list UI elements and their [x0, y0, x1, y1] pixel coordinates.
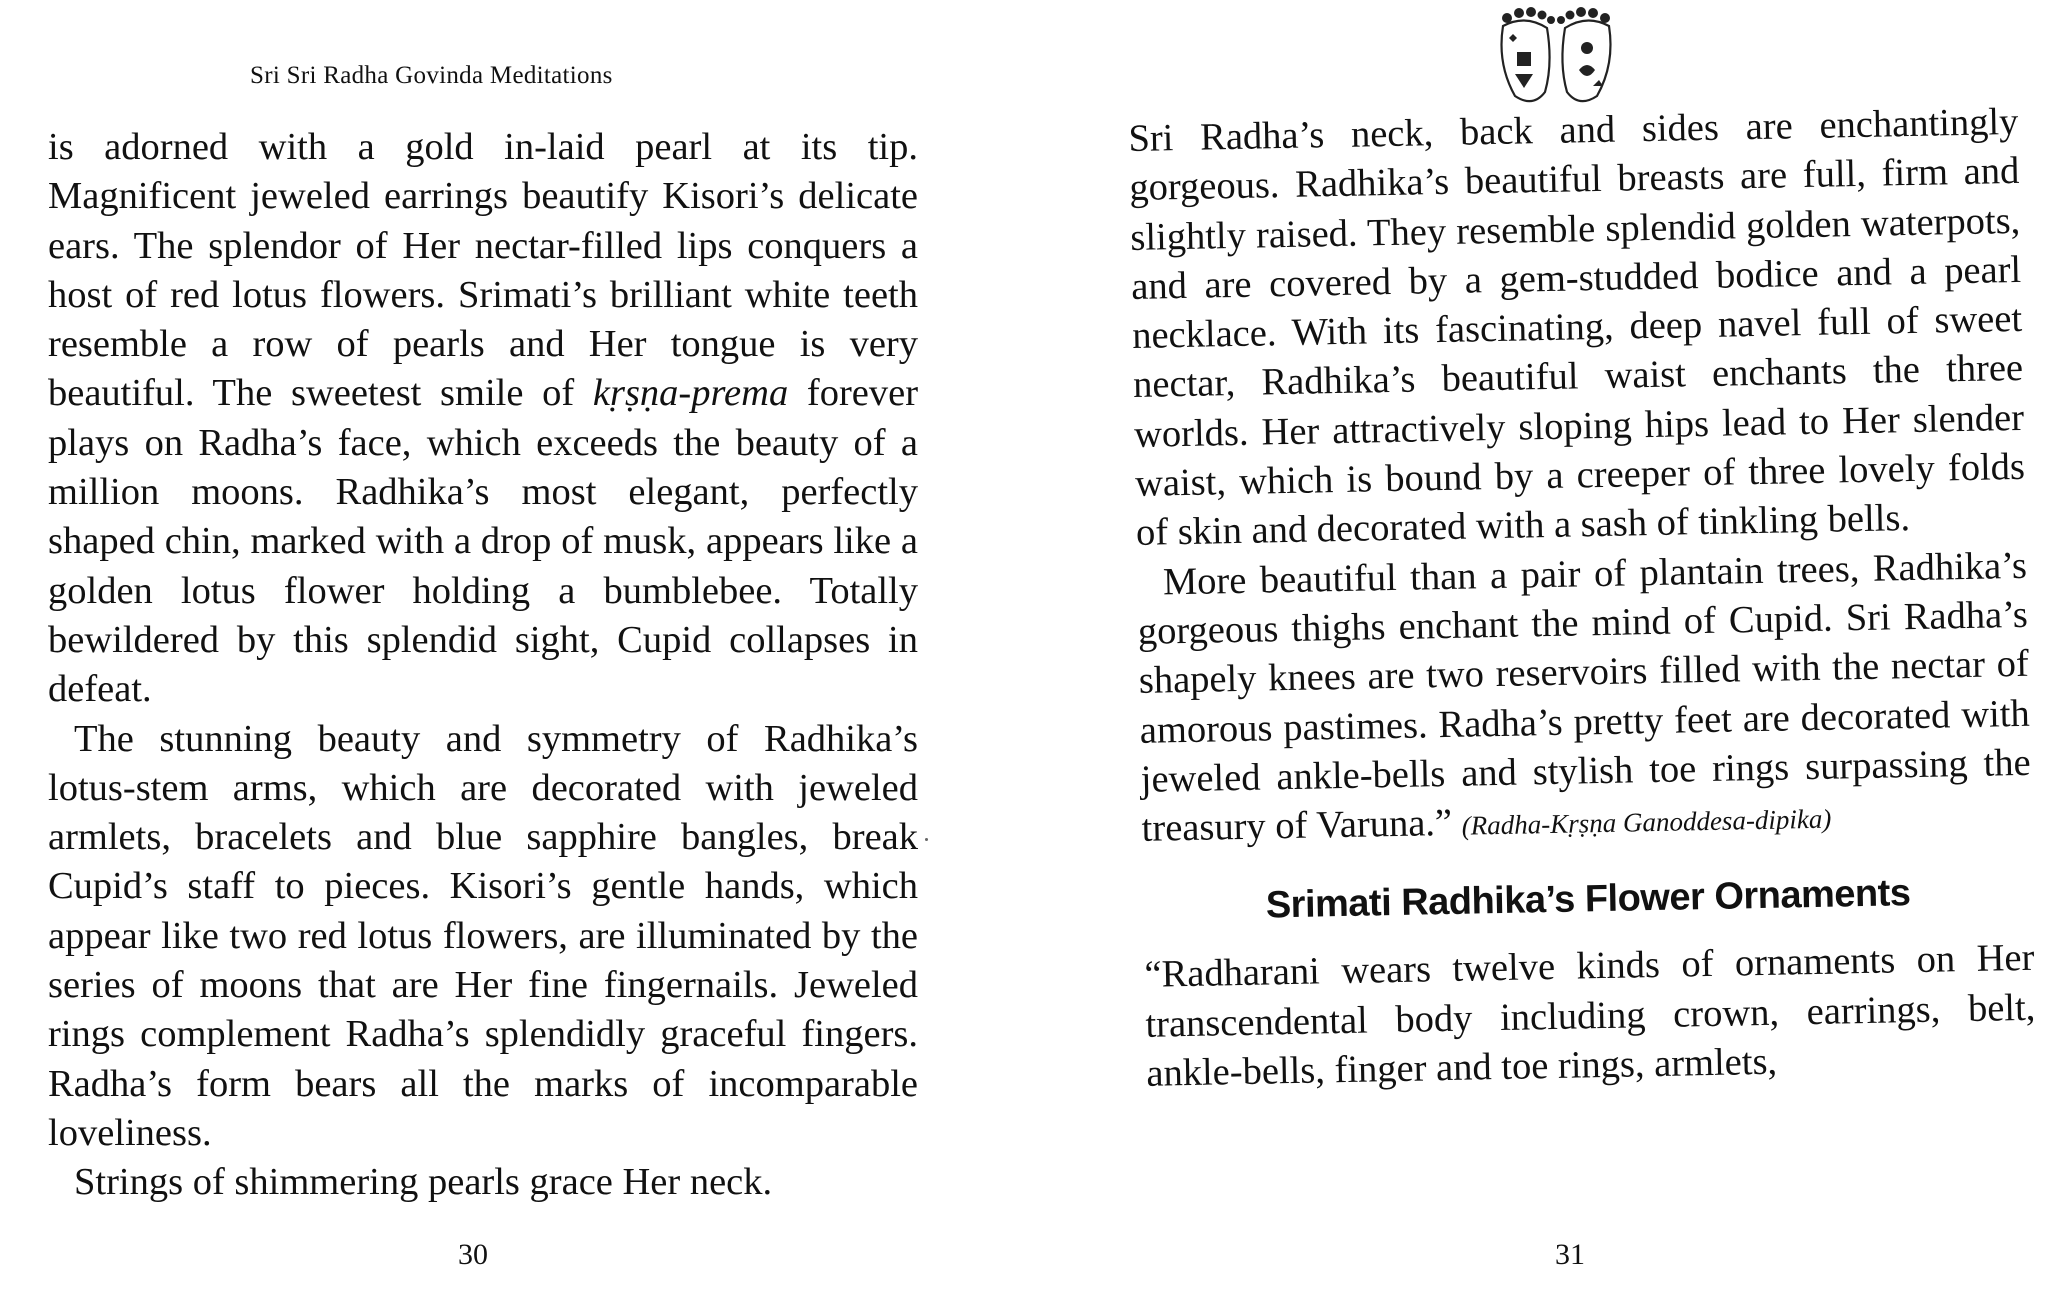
page-number: 31: [1555, 1238, 1585, 1271]
right-paragraph-2: [1137, 542, 2033, 858]
sanskrit-term: kṛṣṇa-prema: [592, 372, 789, 415]
left-body-text: [48, 123, 918, 1208]
right-paragraph-1: Sri Radha’s neck, back and sides are enchantingly gorgeous. Radhika’s beautiful breasts are full, firm and slightly raised. They resemble splendid golden waterpots, and are covered by a gem-studded bodice and a pearl necklace. With its fascinating, deep navel full of sweet nectar, Radhika’s beautiful waist enchants the three worlds. Her attractively sloping hips lead to Her slender waist, which is bound by a creeper of three lovely folds of skin and decorated with a sash of tinkling bells.: [1128, 100, 2026, 555]
left-paragraph-2: The stunning beauty and symmetry of Radhika’s lotus-stem arms, which are decorated with jeweled armlets, bracelets and blue sapphire bangles, break Cupid’s staff to pieces. Kisori’s gentle hands, which appear like two red lotus flowers, are illuminated by the series of moons that are Her fine fingernails. Jeweled rings complement Radha’s splendidly graceful fingers. Radha’s form bears all the marks of incomparable loveliness.: [48, 717, 918, 1154]
section-paragraph: “Radharani wears twelve kinds of ornaments on Her transcendental body including crown, earrings, belt, ankle-bells, finger and toe rings, armlets,: [1144, 937, 2036, 1095]
section-heading: Srimati Radhika’s Flower Ornaments: [1265, 872, 1911, 927]
running-head: Sri Sri Radha Govinda Meditations: [250, 62, 613, 89]
right-page: [1030, 0, 2048, 1308]
lotus-footprints-icon: [1475, 4, 1635, 114]
paragraph-text: More beautiful than a pair of plantain trees, Radhika’s gorgeous thighs enchant the mind of Cupid. Sri Radha’s shapely knees are two reservoirs filled with the nectar of amorous pastimes. Radha’s pretty feet are decorated with jeweled ankle-bells and stylish toe rings surpassing the treasury of Varuna.”: [1137, 544, 2032, 851]
page-number: 30: [458, 1238, 488, 1271]
left-paragraph-3: Strings of shimmering pearls grace Her neck.: [74, 1161, 773, 1204]
left-paragraph-1: [48, 123, 918, 715]
left-page: [0, 0, 1010, 1308]
paragraph-text: forever plays on Radha’s face, which exceeds the beauty of a million moons. Radhika’s most elegant, perfectly shaped chin, marked with a drop of musk, appears like a golden lotus flower holding a bumblebee. Totally bewildered by this splendid sight, Cupid collapses in defeat.: [48, 372, 919, 711]
citation: (Radha-Kṛṣṇa Ganoddesa-dipika): [1461, 803, 1832, 841]
ink-speck: [925, 838, 928, 841]
paragraph-text: is adorned with a gold in-laid pearl at its tip. Magnificent jeweled earrings beautify Kisori’s delicate ears. The splendor of Her nectar-filled lips conquers a host of red lotus flowers. Srimati’s brilliant white teeth resemble a row of pearls and Her tongue is very beautiful. The sweetest smile of: [48, 126, 918, 415]
right-body-text: [1128, 98, 2037, 1099]
